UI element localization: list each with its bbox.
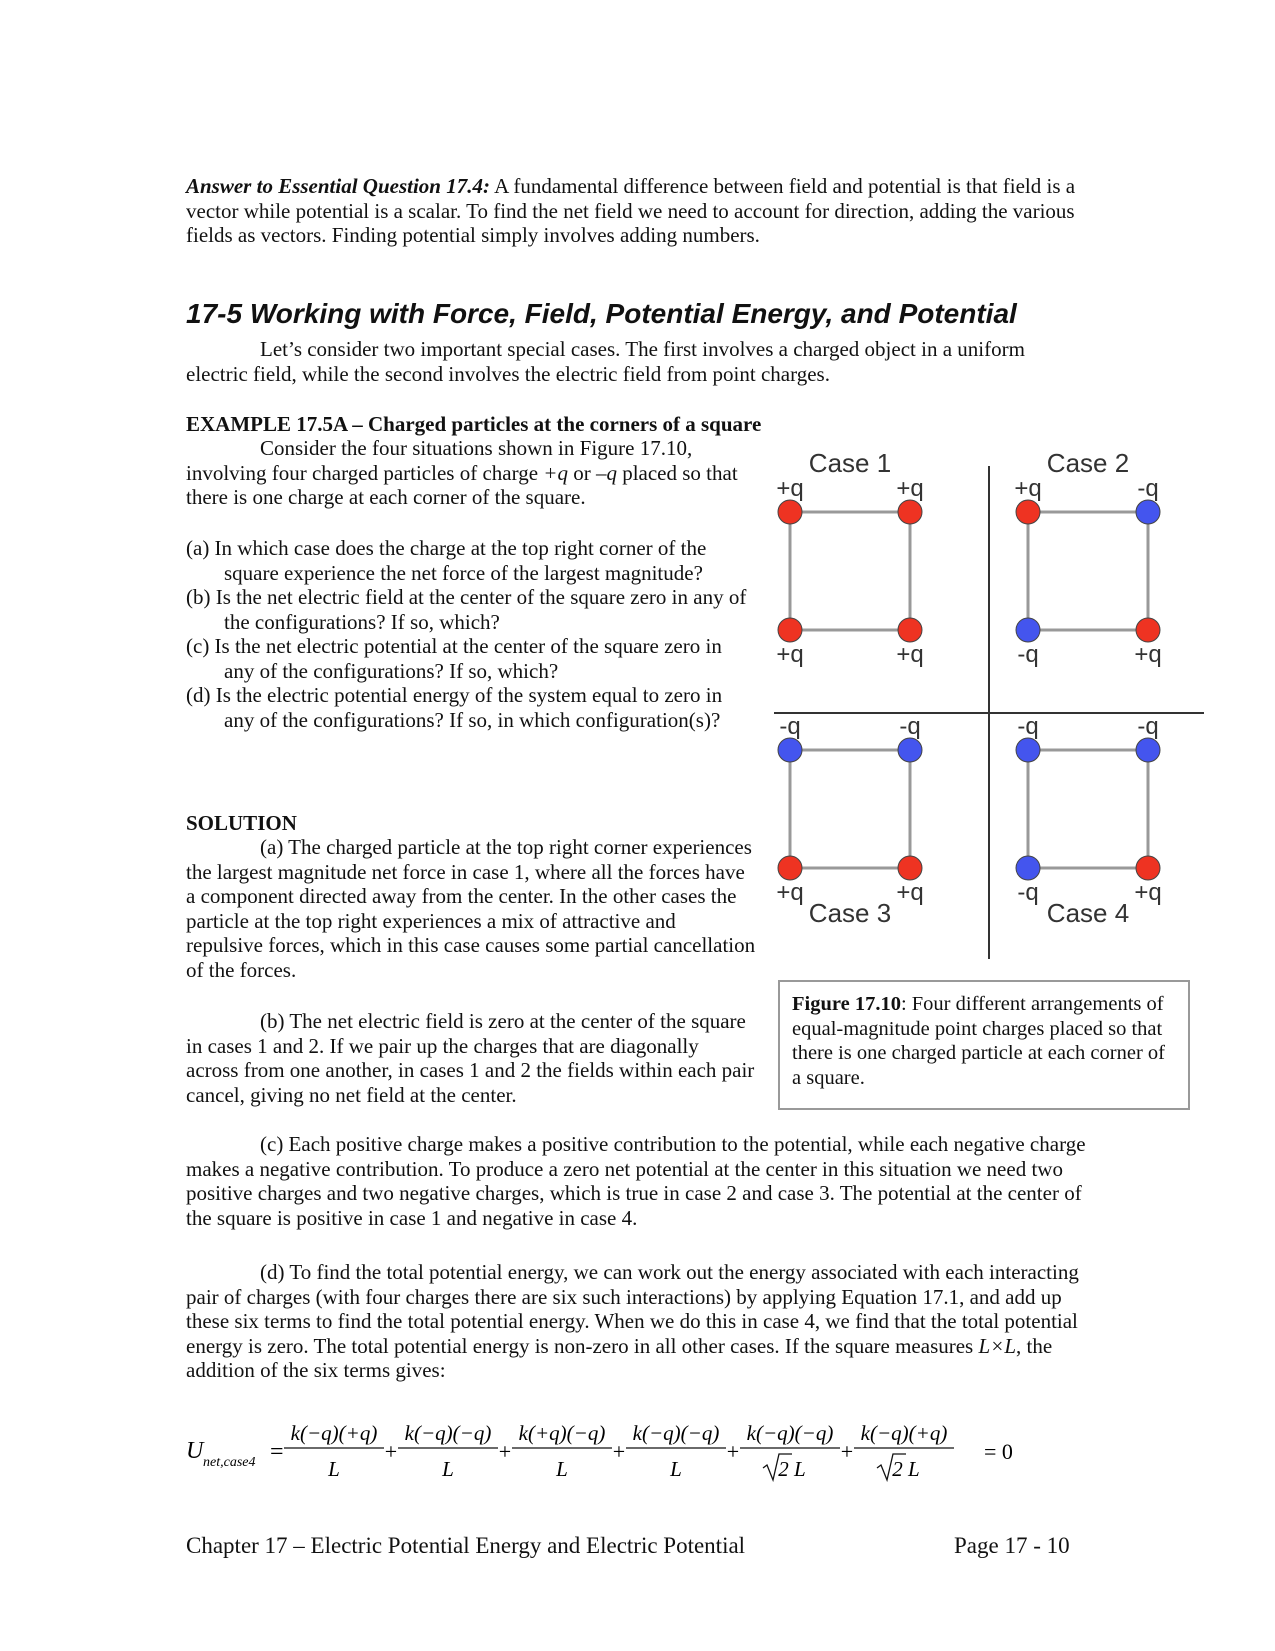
term-denominator: L xyxy=(556,1457,568,1481)
example-intro-after: placed so that there is one charge at each corner of the square. xyxy=(186,460,738,509)
charge-label-tl: +q xyxy=(776,475,804,502)
solution-d-before: (d) To find the total potential energy, we can work out the energy associated with each interacting pair of charges (with four charges there are six such interactions) by applying Equation 17.1, and add up these six terms to find the total potential energy. When we do this in case 4, we find that the total potential energy is zero. The total potential energy is non-zero in all other cases. If the square measures xyxy=(186,1260,1079,1358)
square-outline xyxy=(1028,750,1148,868)
charge-bl xyxy=(1016,618,1040,642)
term-denominator: L xyxy=(328,1457,340,1481)
solution-a: (a) The charged particle at the top right corner experiences the largest magnitude net force in case 1, where all the forces have a component directed away from the center. In the other cases the particle at the top right experiences a mix of attractive and repulsive forces, which in this case causes some partial cancellation of the forces. xyxy=(186,835,756,982)
question-a: (a) In which case does the charge at the top right corner of the square experience the net force of the largest magnitude? xyxy=(186,536,707,585)
solution-c: (c) Each positive charge makes a positive contribution to the potential, while each negative charge makes a negative contribution. To produce a zero net potential at the center in this situation we need two positive charges and two negative charges, which is true in case 2 and case 3. The potential at the center of the square is positive in case 1 and negative in case 4. xyxy=(186,1132,1086,1230)
charge-label-tl: -q xyxy=(779,713,801,740)
case-label: Case 4 xyxy=(1046,898,1130,928)
equation-potential-energy xyxy=(186,1410,1186,1490)
charge-label-br: +q xyxy=(896,641,924,668)
term-denominator: 2 L xyxy=(778,1457,806,1481)
charge-tr xyxy=(1136,738,1160,762)
charge-bl xyxy=(778,618,802,642)
charge-label-tl: +q xyxy=(1014,475,1042,502)
square-outline xyxy=(790,512,910,630)
charge-label-bl: -q xyxy=(1017,879,1039,906)
case-3 xyxy=(776,713,923,928)
charge-tr xyxy=(898,738,922,762)
case-2 xyxy=(1014,448,1161,668)
charge-label-bl: -q xyxy=(1017,641,1039,668)
charge-label-bl: +q xyxy=(776,641,804,668)
charge-label-bl: +q xyxy=(776,879,804,906)
term-denominator: 2 L xyxy=(892,1457,920,1481)
square-outline xyxy=(790,750,910,868)
charge-tl xyxy=(1016,500,1040,524)
charge-bl xyxy=(778,856,802,880)
term-numerator: k(+q)(−q) xyxy=(518,1421,606,1445)
footer-chapter: Chapter 17 – Electric Potential Energy and Electric Potential xyxy=(186,1533,746,1558)
question-d: (d) Is the electric potential energy of the system equal to zero in any of the configurations? If so, in which configuration(s)? xyxy=(186,683,723,732)
plus-sign: + xyxy=(840,1439,854,1464)
charge-label-br: +q xyxy=(896,879,924,906)
figure-charge-squares xyxy=(774,448,1204,976)
case-4 xyxy=(1016,713,1162,928)
charge-label-tr: -q xyxy=(1137,713,1159,740)
charge-tr xyxy=(898,500,922,524)
case-label: Case 1 xyxy=(808,448,892,478)
case-label: Case 2 xyxy=(1046,448,1130,478)
equation-term xyxy=(284,1421,384,1481)
term-denominator: L xyxy=(442,1457,454,1481)
solution-d-after: , the addition of the six terms gives: xyxy=(186,1333,1053,1382)
term-numerator: k(−q)(−q) xyxy=(404,1421,492,1445)
charge-label-tr: -q xyxy=(1137,475,1159,502)
charge-tl xyxy=(778,500,802,524)
charge-br xyxy=(1136,618,1160,642)
figure-caption xyxy=(778,980,1190,1110)
plus-sign: + xyxy=(726,1439,740,1464)
equation-result: = 0 xyxy=(984,1439,1013,1464)
charge-br xyxy=(898,856,922,880)
term-numerator: k(−q)(−q) xyxy=(746,1421,834,1445)
charge-negative: –q xyxy=(595,460,617,485)
answer-label: Answer to Essential Question 17.4: xyxy=(186,174,490,198)
figure-caption-text: : Four different arrangements of equal-magnitude point charges placed so that there is one charged particle at each corner of a square. xyxy=(792,993,1165,1089)
charge-positive: +q xyxy=(543,460,568,485)
square-outline xyxy=(1028,512,1148,630)
plus-sign: + xyxy=(612,1439,626,1464)
term-denominator: L xyxy=(670,1457,682,1481)
charge-tr xyxy=(1136,500,1160,524)
charge-br xyxy=(1136,856,1160,880)
answer-text: A fundamental difference between field and potential is that field is a vector while potential is a scalar. To find the net field we need to account for direction, adding the various fields as vectors. Finding potential simply involves adding numbers. xyxy=(186,174,1076,247)
example-title: EXAMPLE 17.5A – Charged particles at the corners of a square xyxy=(186,412,762,436)
question-c: (c) Is the net electric potential at the center of the square zero in any of the configurations? If so, which? xyxy=(186,634,722,683)
term-numerator: k(−q)(+q) xyxy=(290,1421,378,1445)
plus-sign: + xyxy=(384,1439,398,1464)
example-intro-before: Consider the four situations shown in Figure 17.10, involving four charged particles of charge xyxy=(186,436,693,485)
case-1 xyxy=(776,448,923,668)
section-heading: 17-5 Working with Force, Field, Potential Energy, and Potential xyxy=(186,298,1017,329)
section-intro: Let’s consider two important special cases. The first involves a charged object in a uniform electric field, while the second involves the electric field from point charges. xyxy=(186,337,1025,386)
charge-label-br: +q xyxy=(1134,641,1162,668)
equation-lhs-symbol: U xyxy=(186,1438,204,1464)
charge-br xyxy=(898,618,922,642)
term-numerator: k(−q)(−q) xyxy=(632,1421,720,1445)
equation-term xyxy=(398,1421,498,1481)
question-b: (b) Is the net electric field at the center of the square zero in any of the configurations? If so, which? xyxy=(186,585,747,634)
solution-d xyxy=(186,1260,1091,1383)
example-intro xyxy=(186,436,756,510)
case-label: Case 3 xyxy=(808,898,892,928)
footer-page-number: Page 17 - 10 xyxy=(954,1533,1070,1558)
equation-term xyxy=(626,1421,726,1481)
equation-term xyxy=(740,1421,840,1481)
equation-term xyxy=(854,1421,954,1481)
plus-sign: + xyxy=(498,1439,512,1464)
equation-term xyxy=(512,1421,612,1481)
question-list xyxy=(186,536,756,732)
equation-lhs-subscript: net,case4 xyxy=(203,1455,256,1470)
charge-label-tr: -q xyxy=(899,713,921,740)
figure-caption-label: Figure 17.10 xyxy=(792,993,901,1015)
equation-equals: = xyxy=(270,1439,284,1465)
charge-label-tl: -q xyxy=(1017,713,1039,740)
solution-b: (b) The net electric field is zero at the center of the square in cases 1 and 2. If we pair up the charges that are diagonally across from one another, in cases 1 and 2 the fields within each pair cancel, giving no net field at the center. xyxy=(186,1009,755,1107)
charge-label-tr: +q xyxy=(896,475,924,502)
charge-tl xyxy=(1016,738,1040,762)
answer-paragraph xyxy=(186,174,1091,248)
example-intro-or: or xyxy=(567,460,596,485)
solution-heading: SOLUTION xyxy=(186,811,297,835)
square-dimensions: L×L xyxy=(978,1333,1017,1358)
term-numerator: k(−q)(+q) xyxy=(860,1421,948,1445)
charge-tl xyxy=(778,738,802,762)
charge-bl xyxy=(1016,856,1040,880)
charge-label-br: +q xyxy=(1134,879,1162,906)
